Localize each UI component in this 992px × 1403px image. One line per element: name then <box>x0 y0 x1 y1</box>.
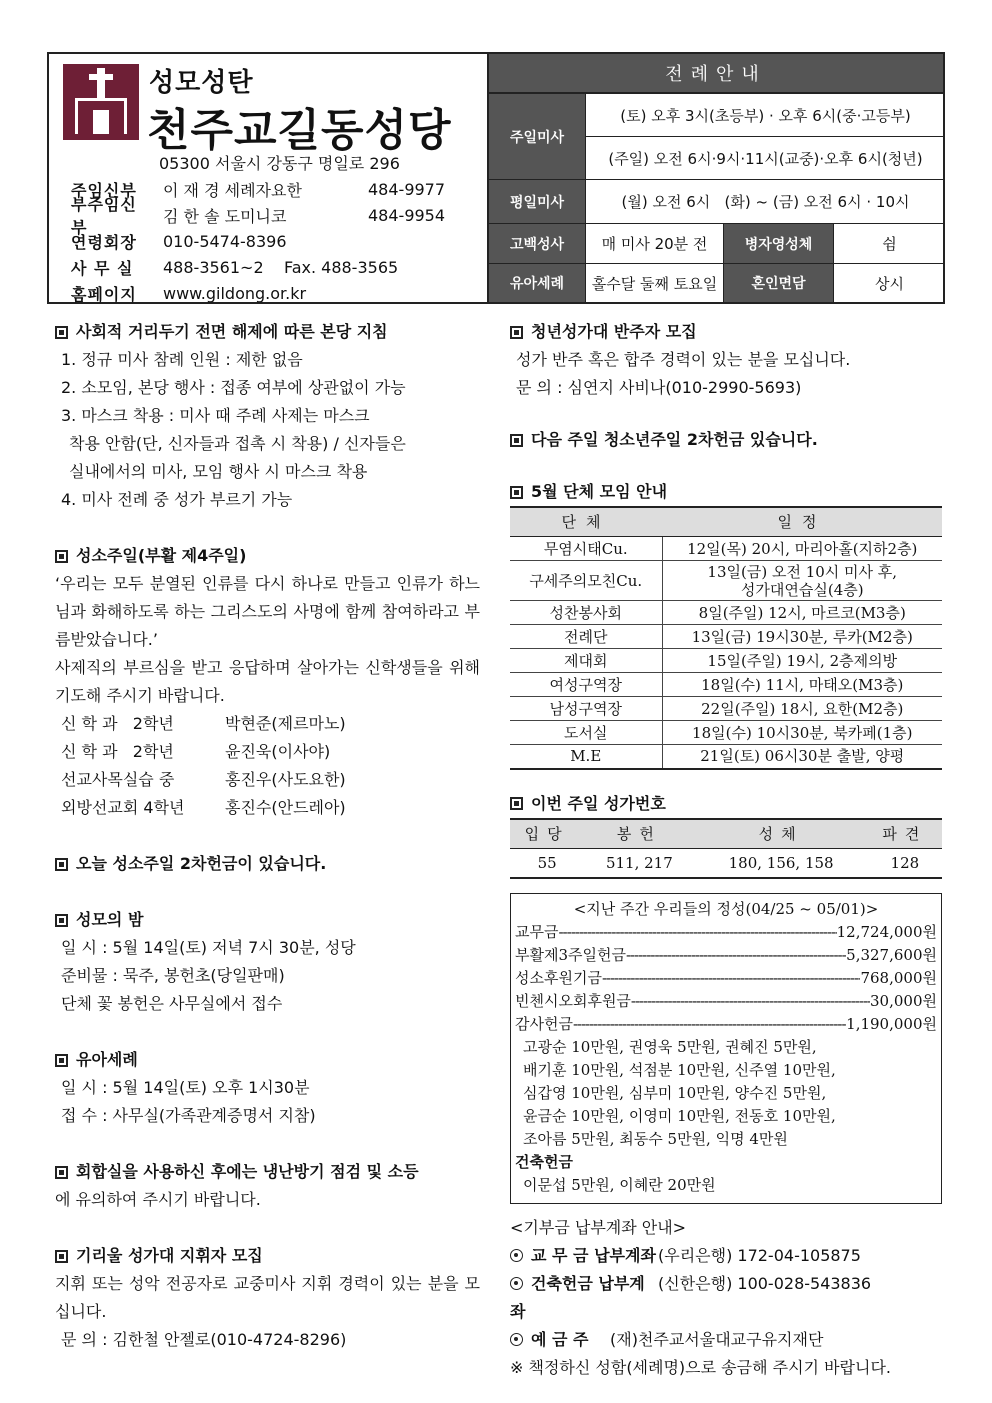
marriage-value: 상시 <box>833 264 945 302</box>
square-bullet-icon <box>510 797 523 810</box>
table-header-row <box>510 819 942 849</box>
table-row: 구세주의모친Cu. 13일(금) 오전 10시 미사 후, 성가대연습실(4층) <box>510 561 942 601</box>
left-column <box>55 318 480 1354</box>
section-title: 성소주일(부활 제4주일) <box>55 542 480 570</box>
account-title: <기부금 납부계좌 안내> <box>510 1217 687 1237</box>
contact-label: 사 무 실 <box>71 258 134 278</box>
building-fund-title: 건축헌금 <box>515 1152 573 1171</box>
guideline-line: 1. 정규 미사 참례 인원 : 제한 없음 <box>61 350 303 369</box>
square-bullet-icon <box>55 1250 68 1263</box>
section-title: 청년성가대 반주자 모집 <box>510 318 942 346</box>
table-row: 55 511, 217 180, 156, 158 128 <box>510 848 942 878</box>
square-bullet-icon <box>510 434 523 447</box>
event-line: 일 시 : 5월 14일(토) 저녁 7시 30분, 성당 <box>61 938 356 957</box>
seminarian-row: 외방선교회 4학년 홍진수(안드레아) <box>61 798 346 817</box>
table-row: 도서실 18일(수) 10시30분, 북카페(1층) <box>510 721 942 745</box>
marriage-label: 혼인면담 <box>723 264 833 302</box>
account-row: 건축헌금 납부계좌 (신한은행) 100-028-543836 <box>510 1273 872 1321</box>
square-bullet-icon <box>55 858 68 871</box>
table-row: 제대회 15일(주일) 19시, 2층제의방 <box>510 649 942 673</box>
contact-list <box>71 176 488 306</box>
donor-line: 윤금순 10만원, 이영미 10만원, 전동호 10만원, <box>523 1106 836 1125</box>
table-row: 남성구역장 22일(주일) 18시, 요한(M2층) <box>510 697 942 721</box>
seminarian-row: 신 학 과 2학년 박현준(제르마노) <box>61 714 346 733</box>
parish-name: 천주교길동성당 <box>147 105 452 156</box>
liturgy-guide <box>489 54 943 302</box>
vocation-quote: ‘우리는 모두 분열된 인류를 다시 하나로 만들고 인류가 하느님과 화해하도록 하는 그리스도의 사명에 함께 참여하라고 부름받았습니다.’ <box>55 574 480 649</box>
contact-line: 문 의 : 김한철 안젤로(010-4724-8296) <box>61 1330 347 1349</box>
contact-row <box>71 254 488 280</box>
square-bullet-icon <box>55 326 68 339</box>
parish-info <box>49 54 489 302</box>
event-line: 일 시 : 5월 14일(토) 오후 1시30분 <box>61 1078 310 1097</box>
infant-baptism-value: 홀수달 둘째 토요일 <box>585 264 723 302</box>
right-column <box>510 318 942 1382</box>
table-header-row <box>510 507 942 537</box>
table-row: 전례단 13일(금) 19시30분, 루카(M2층) <box>510 625 942 649</box>
parish-subtitle: 성모성탄 <box>149 68 254 98</box>
group-meeting-table <box>510 506 942 770</box>
contact-value: 488-3561~2 Fax. 488-3565 <box>163 257 399 277</box>
offering-title: <지난 주간 우리들의 정성(04/25 ~ 05/01)> <box>573 899 879 918</box>
square-bullet-icon <box>55 1054 68 1067</box>
contact-row <box>71 228 488 254</box>
section-title: 회합실을 사용하신 후에는 냉난방기 점검 및 소등 <box>55 1158 480 1186</box>
guideline-line: 4. 미사 전례 중 성가 부르기 가능 <box>61 490 293 509</box>
notice-text: 성가 반주 혹은 합주 경력이 있는 분을 모십니다. <box>516 350 851 369</box>
offering-row: 빈첸시오회후원금 ----- 30,000원 <box>515 990 937 1013</box>
circle-bullet-icon <box>510 1249 523 1262</box>
guideline-line: 2. 소모임, 본당 행사 : 접종 여부에 상관없이 가능 <box>61 378 406 397</box>
vocation-text: 사제직의 부르심을 받고 응답하며 살아가는 신학생들을 위해 기도해 주시기 바랍니다. <box>55 658 480 705</box>
offering-row: 성소후원기금 ----- 768,000원 <box>515 967 937 990</box>
table-row: M.E 21일(토) 06시30분 출발, 양평 <box>510 745 942 769</box>
confession-label: 고백성사 <box>489 224 585 264</box>
event-line: 준비물 : 묵주, 봉헌초(당일판매) <box>61 966 285 985</box>
sunday-mass-sunday: (주일) 오전 6시·9시·11시(교중)·오후 6시(청년) <box>585 137 945 180</box>
sick-communion-value: 쉼 <box>833 224 945 264</box>
homepage-link[interactable]: www.gildong.or.kr <box>163 283 307 303</box>
section-title: 오늘 성소주일 2차헌금이 있습니다. <box>55 850 480 878</box>
column-header: 입당 <box>510 819 584 849</box>
account-row: 교 무 금 납부계좌 (우리은행) 172-04-105875 <box>510 1242 942 1270</box>
contact-label: 부주임신부 <box>71 195 137 237</box>
contact-line: 문 의 : 심연지 사비나(010-2990-5693) <box>516 378 802 397</box>
table-row: 성찬봉사회 8일(주일) 12시, 마르코(M3층) <box>510 601 942 625</box>
contact-name: 김 한 솔 도미니코 <box>163 206 287 226</box>
contact-label: 연령회장 <box>71 232 137 252</box>
section-title: 5월 단체 모임 안내 <box>510 478 942 506</box>
offering-row: 부활제3주일헌금 ----- 5,327,600원 <box>515 944 937 967</box>
donor-line: 이문섭 5만원, 이혜란 20만원 <box>523 1175 716 1194</box>
offering-row: 감사헌금 ----- 1,190,000원 <box>515 1013 937 1036</box>
remittance-note: ※ 책정하신 성함(세례명)으로 송금해 주시기 바랍니다. <box>510 1357 891 1377</box>
square-bullet-icon <box>55 914 68 927</box>
parish-logo <box>63 64 139 140</box>
infant-baptism-label: 유아세례 <box>489 264 585 302</box>
circle-bullet-icon <box>510 1333 523 1346</box>
column-header: 봉헌 <box>584 819 694 849</box>
sunday-mass-saturday: (토) 오후 3시(초등부) · 오후 6시(중·고등부) <box>585 94 945 137</box>
liturgy-table <box>489 94 943 302</box>
contact-tel: 484-9954 <box>368 205 446 225</box>
liturgy-title: 전례안내 <box>489 54 943 94</box>
offering-box <box>510 893 942 1204</box>
seminarian-row: 선교사목실습 중 홍진우(사도요한) <box>61 770 346 789</box>
contact-value: 010-5474-8396 <box>163 231 287 251</box>
offering-row: 교무금 ----- 12,724,000원 <box>515 921 937 944</box>
square-bullet-icon <box>55 550 68 563</box>
circle-bullet-icon <box>510 1277 523 1290</box>
sunday-mass-label: 주일미사 <box>489 94 585 180</box>
parish-address: 05300 서울시 강동구 명일로 296 <box>159 154 400 173</box>
event-line: 단체 꽃 봉헌은 사무실에서 접수 <box>61 994 283 1013</box>
section-title: 다음 주일 청소년주일 2차헌금 있습니다. <box>510 426 942 454</box>
donor-line: 고광순 10만원, 권영욱 5만원, 권혜진 5만원, <box>523 1037 817 1056</box>
table-row: 무염시태Cu. 12일(목) 20시, 마리아홀(지하2층) <box>510 537 942 561</box>
confession-time: 매 미사 20분 전 <box>585 224 723 264</box>
table-row: 여성구역장 18일(수) 11시, 마태오(M3층) <box>510 673 942 697</box>
donor-line: 심갑영 10만원, 심부미 10만원, 양수진 5만원, <box>523 1083 827 1102</box>
guideline-line: 3. 마스크 착용 : 미사 때 주례 사제는 마스크 <box>61 406 370 425</box>
weekday-mass-times: (월) 오전 6시 (화) ~ (금) 오전 6시 · 10시 <box>585 180 945 224</box>
contact-label: 홈페이지 <box>71 284 137 304</box>
column-header: 일정 <box>662 507 942 537</box>
square-bullet-icon <box>510 486 523 499</box>
section-title: 유아세례 <box>55 1046 480 1074</box>
seminarian-row: 신 학 과 2학년 윤진욱(이사야) <box>61 742 331 761</box>
contact-row <box>71 280 488 306</box>
square-bullet-icon <box>510 326 523 339</box>
guideline-line: 실내에서의 미사, 모임 행사 시 마스크 착용 <box>69 462 368 481</box>
donor-line: 조아름 5만원, 최동수 5만원, 익명 4만원 <box>523 1129 788 1148</box>
column-header: 단체 <box>510 507 662 537</box>
sick-communion-label: 병자영성체 <box>723 224 833 264</box>
guideline-line: 착용 안함(단, 신자들과 접촉 시 착용) / 신자들은 <box>69 434 406 453</box>
section-title: 기리울 성가대 지휘자 모집 <box>55 1242 480 1270</box>
contact-row <box>71 195 488 237</box>
event-line: 접 수 : 사무실(가족관계증명서 지참) <box>61 1106 316 1125</box>
column-header: 파견 <box>868 819 942 849</box>
notice-text: 에 유의하여 주시기 바랍니다. <box>55 1190 261 1209</box>
donor-line: 배기훈 10만원, 석점분 10만원, 신주열 10만원, <box>523 1060 836 1079</box>
section-title: 이번 주일 성가번호 <box>510 790 942 818</box>
hymn-table <box>510 818 942 879</box>
section-title: 성모의 밤 <box>55 906 480 934</box>
column-header: 성체 <box>694 819 867 849</box>
contact-name: 이 재 경 세례자요한 <box>163 180 302 200</box>
square-bullet-icon <box>55 1166 68 1179</box>
section-title: 사회적 거리두기 전면 해제에 따른 본당 지침 <box>55 318 480 346</box>
contact-tel: 484-9977 <box>368 179 446 199</box>
account-row: 예 금 주 (재)천주교서울대교구유지재단 <box>510 1326 942 1354</box>
contact-label: 주임신부 <box>71 180 137 200</box>
weekday-mass-label: 평일미사 <box>489 180 585 224</box>
bulletin-header <box>47 52 945 304</box>
notice-text: 지휘 또는 성악 전공자로 교중미사 지휘 경력이 있는 분을 모십니다. <box>55 1274 480 1321</box>
